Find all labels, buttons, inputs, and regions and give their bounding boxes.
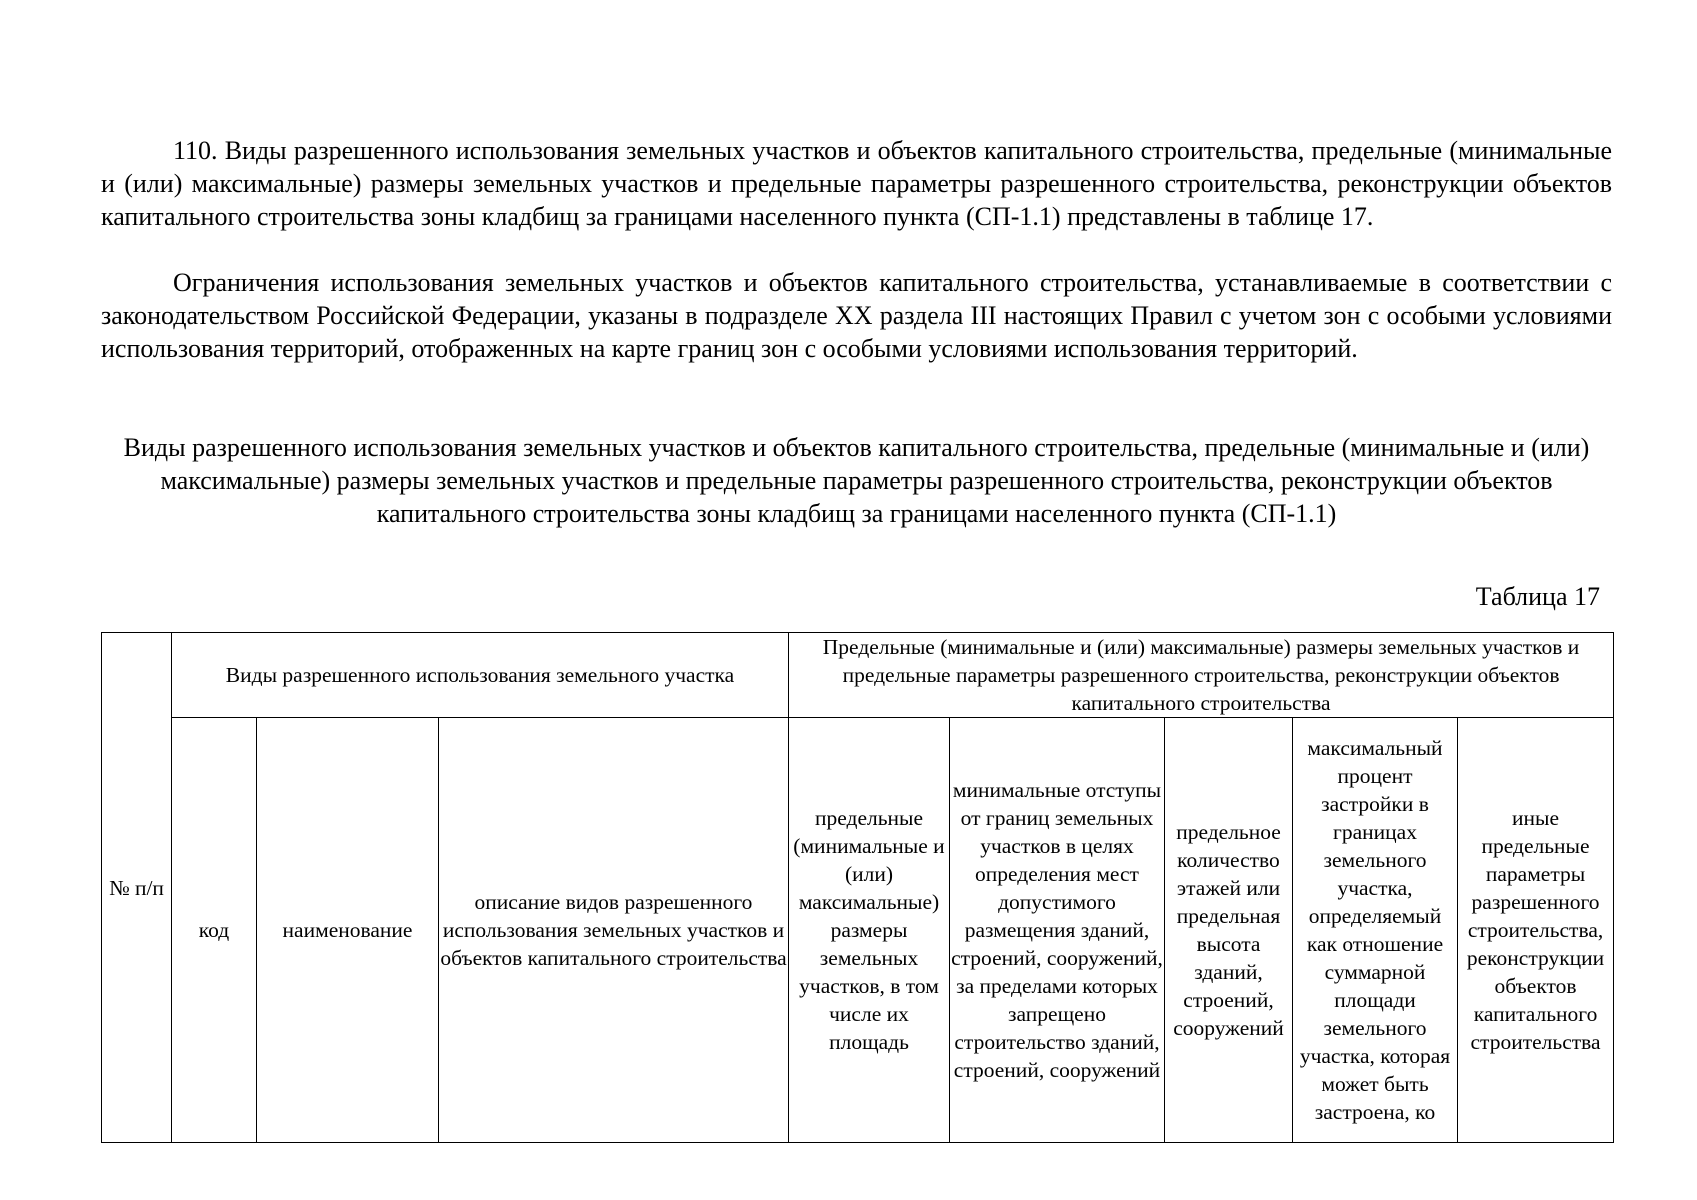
header-plot-size: предельные (минимальные и (или) максимальные) размеры земельных участков, в том числе их площадь (789, 718, 950, 1143)
header-coverage-text: максимальный процент застройки в границах земельного участка, определяемый как отношение суммарной площади земельного участка, которая может быть застроена, ко (1299, 736, 1451, 1124)
header-coverage (1293, 718, 1458, 1143)
header-floors: предельное количество этажей или предельная высота зданий, строений, сооружений (1165, 718, 1293, 1143)
intro-paragraph: 110. Виды разрешенного использования земельных участков и объектов капитального строительства, предельные (минимальные и (или) максимальные) размеры земельных участков и предельные параметры разрешенного строительства, реконструкции объектов капитального строительства зоны кладбищ за границами населенного пункта (СП-1.1) представлены в таблице 17. (101, 136, 1612, 231)
header-group-uses: Виды разрешенного использования земельного участка (172, 633, 789, 718)
header-number: № п/п (102, 633, 172, 1143)
header-code: код (172, 718, 257, 1143)
table-title: Виды разрешенного использования земельных участков и объектов капитального строительства, предельные (минимальные и (или) максимальные) размеры земельных участков и предельные параметры разрешенного строительства, реконструкции объектов капитального строительства зоны кладбищ за границами населенного пункта (СП-1.1) (123, 433, 1590, 528)
header-description: описание видов разрешенного использования земельных участков и объектов капитального строительства (439, 718, 789, 1143)
table-header-row-columns (102, 718, 1614, 1143)
header-setbacks: минимальные отступы от границ земельных участков в целях определения мест допустимого размещения зданий, строений, сооружений, за пределами которых запрещено строительство зданий, строений, сооружений (950, 718, 1165, 1143)
header-name: наименование (257, 718, 439, 1143)
table-number: Таблица 17 (1475, 582, 1600, 611)
header-group-limits: Предельные (минимальные и (или) максимальные) размеры земельных участков и предельные параметры разрешенного строительства, реконструкции объектов капитального строительства (789, 633, 1614, 718)
table-header-row-group (102, 633, 1614, 718)
header-other-parameters: иные предельные параметры разрешенного строительства, реконструкции объектов капитального строительства (1458, 718, 1614, 1143)
permitted-use-table (101, 632, 1614, 1143)
restrictions-paragraph: Ограничения использования земельных участков и объектов капитального строительства, устанавливаемые в соответствии с законодательством Российской Федерации, указаны в подразделе XX раздела III настоящих Правил с учетом зон с особыми условиями использования территорий, отображенных на карте границ зон с особыми условиями использования территорий. (101, 268, 1612, 363)
